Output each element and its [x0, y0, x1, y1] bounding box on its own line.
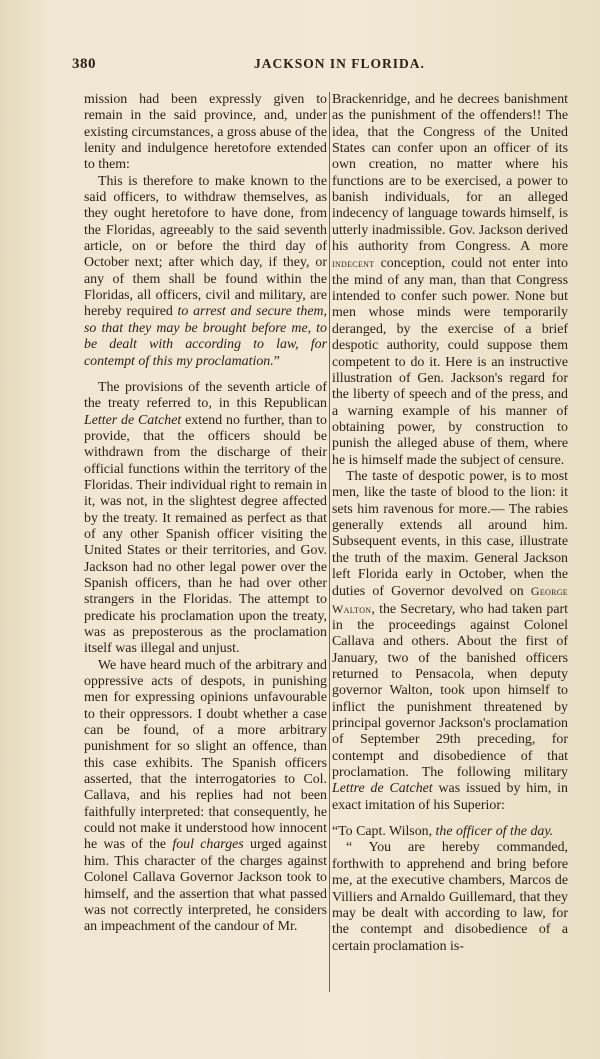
right-paragraph-1: Brackenridge, and he decrees banishment as the punishment of the offenders!! The idea, that the Congress of the United States can confer upon an officer of its own creation, no matter where his functions are to be exercised, a power to banish individuals, for an alleged indecency of language towards himself, is utterly inadmissible. Gov. Jackson derived his authority from Congress. A more indecent conception, could not enter into the mind of any man, than that Congress intended to confer such power. None but men whose minds were temporarily deranged, by the exercise of a brief despotic authority, could suppose them competent to do it. Here is an instructive illustration of Gen. Jackson's regard for the liberty of speech and of the press, and a warning example of his manner of obtaining power, by construction to punish the alleged abuse of them, where he is himself made the subject of censure. — [332, 92, 568, 468]
right-paragraph-2: The taste of despotic power, is to most men, like the taste of blood to the lion: it sets him ravenous for more.— The rabies generally extends all around him. Subsequent events, in this case, illustrate the truth of the maxim. General Jackson left Florida early in October, when the duties of Governor devolved on George Walton, the Secretary, who had taken part in the proceedings against Colonel Callava and others. About the first of January, two of the banished officers returned to Pensacola, when deputy governor Walton, took upon himself to inflict the punishment threatened by principal governor Jackson's proclamation of September 29th preceding, for contempt and disobedience of that proclamation. The following military Lettre de Catchet was issued by him, in exact imitation of his Superior: — [332, 468, 568, 813]
right-column — [332, 92, 568, 1042]
right-paragraph-4: “ You are hereby commanded, forthwith to apprehend and bring before me, at the executive chambers, Marcos de Villiers and Arnaldo Guillemard, that they may be dealt with according to law, for the contempt and disobedience of a certain proclamation is- — [332, 840, 568, 954]
left-column — [84, 92, 327, 1042]
page-number: 380 — [72, 56, 96, 72]
running-title: JACKSON IN FLORIDA. — [254, 56, 425, 71]
left-paragraph-4: We have heard much of the arbitrary and oppressive acts of despots, in punishing men for expressing opinions unfavourable to their oppressors. I doubt whether a case can be found, of a more arbitrary punishment for so slight an offence, than this case exhibits. The Spanish officers asserted, that the interrogatories to Col. Callava, and his replies had not been faithfully interpreted: that consequently, he could not make it understood how innocent he was of the foul charges urged against him. This character of the charges against Colonel Callava Governor Jackson took to himself, and the assertion that what passed was not correctly interpreted, he considers an impeachment of the candour of Mr. — [84, 657, 327, 935]
right-paragraph-3: “To Capt. Wilson, the officer of the day. — [332, 824, 554, 840]
left-paragraph-3: The provisions of the seventh article of the treaty referred to, in this Republican Letter de Catchet extend no further, than to provide, that the officers should be withdrawn from the discharge of their official functions within the territory of the Floridas. Their individual right to remain in it, was not, in the slightest degree affected by the treaty. It remained as perfect as that of any other Spanish officer visiting the United States or their territories, and Gov. Jackson had no other legal power over the Spanish officers, than he had over other strangers in the Floridas. The attempt to predicate his proclamation upon the treaty, was as preposterous as the proclamation itself was illegal and unjust. — [84, 379, 327, 657]
left-paragraph-2: This is therefore to make known to the said officers, to withdraw themselves, as they ought heretofore to have done, from the Floridas, agreeably to the said seventh article, on or before the third day of October next; after which day, if they, or any of them shall be found within the Floridas, all officers, civil and military, are hereby required to arrest and secure them, so that they may be brought before me, to be dealt with according to law, for contempt of this my proclamation.” — [84, 173, 327, 369]
page-header — [72, 52, 570, 74]
column-divider — [329, 92, 330, 992]
left-paragraph-1: mission had been expressly given to remain in the said province, and, under existing circumstances, a gross abuse of the lenity and indulgence heretofore extended to them: — [84, 92, 327, 173]
